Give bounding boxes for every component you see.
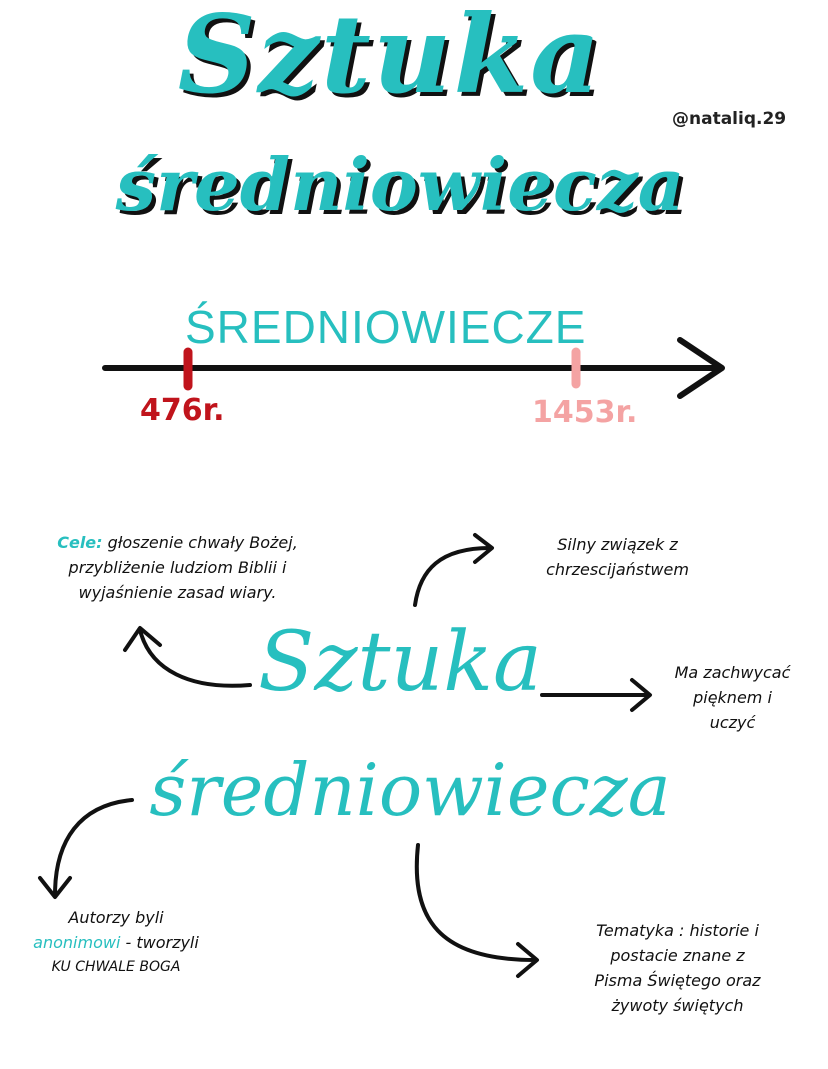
tematyka-line-4: żywoty świętych — [611, 996, 744, 1015]
tematyka-line-2: postacie znane z — [610, 946, 745, 965]
cele-text-3: wyjaśnienie zasad wiary. — [78, 583, 277, 602]
timeline-label: ŚREDNIOWIECZE — [185, 301, 587, 353]
zwiazek-line-2: chrzescijaństwem — [546, 560, 689, 579]
tematyka-line-3: Pisma Świętego oraz — [594, 971, 761, 990]
autorzy-rest: - tworzyli — [120, 933, 199, 952]
timeline-start-year: 476r. — [140, 393, 225, 428]
zachwycac-line-3: uczyć — [709, 713, 756, 732]
zachwycac-line-2: pięknem i — [693, 688, 772, 707]
cele-label: Cele: — [57, 533, 103, 552]
autorzy-highlight: anonimowi — [33, 933, 121, 952]
cele-text-1: głoszenie chwały Bożej, — [102, 533, 298, 552]
note-autorzy — [0, 905, 232, 980]
tematyka-line-1: Tematyka : historie i — [596, 921, 759, 940]
title-line1: Sztuka — [177, 0, 603, 118]
note-zwiazek — [515, 532, 720, 582]
arrow-to-cele — [125, 628, 250, 686]
note-zachwycac — [650, 660, 815, 735]
cele-text-2: przybliżenie ludziom Biblii i — [68, 558, 287, 577]
arrow-to-zwiazek — [415, 535, 492, 605]
timeline-end-year: 1453r. — [532, 395, 638, 430]
autorzy-line-1: Autorzy byli — [68, 908, 164, 927]
note-tematyka — [560, 918, 795, 1018]
title-line2: średniowiecza — [115, 142, 685, 227]
author-handle: @nataliq.29 — [672, 109, 787, 129]
center-title-line2: średniowiecza — [149, 748, 671, 832]
arrow-to-zachwycac — [542, 680, 650, 710]
zachwycac-line-1: Ma zachwycać — [674, 663, 791, 682]
center-title-line1: Sztuka — [258, 615, 542, 710]
arrow-to-autorzy — [40, 800, 132, 897]
autorzy-line-3: KU CHWALE BOGA — [51, 959, 181, 975]
note-cele — [10, 530, 345, 605]
zwiazek-line-1: Silny związek z — [557, 535, 678, 554]
arrow-to-tematyka — [417, 845, 537, 976]
